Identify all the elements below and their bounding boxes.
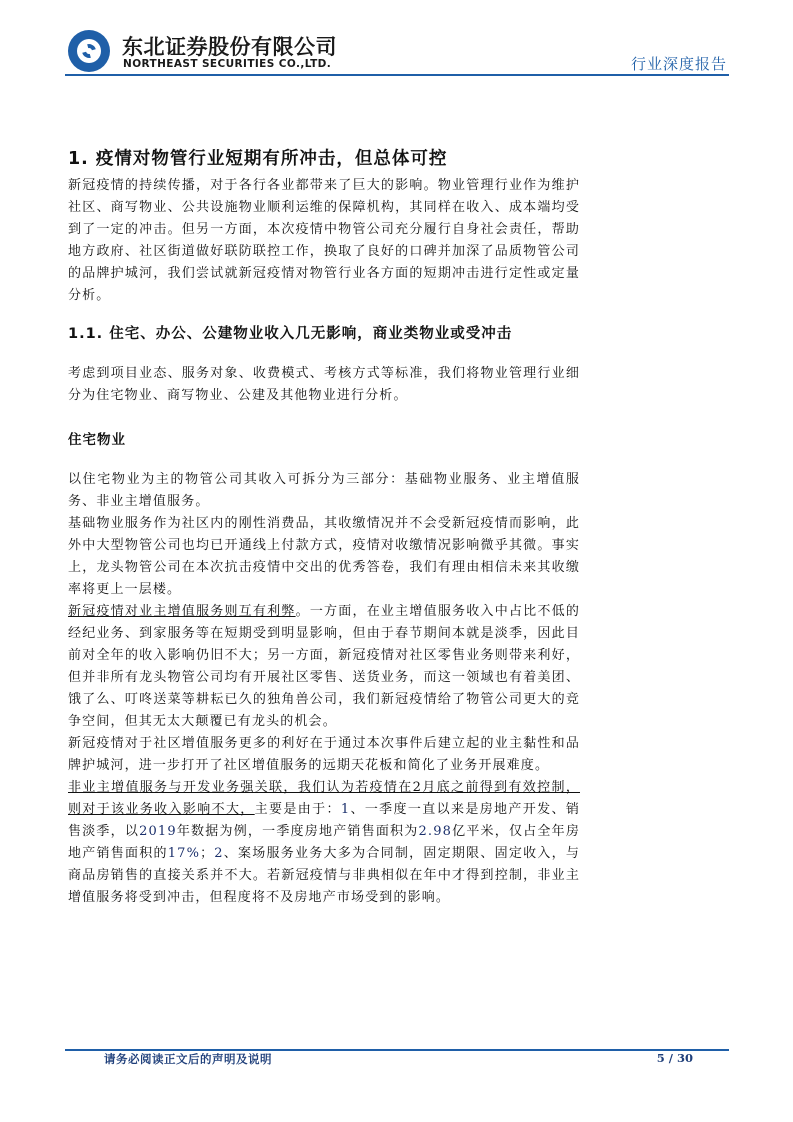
- underlined-text: 新冠疫情对业主增值服务则互有利弊: [68, 604, 296, 619]
- paragraph: 新冠疫情对于社区增值服务更多的利好在于通过本次事件后建立起的业主黏性和品牌护城河，进一步打开了社区增值服务的远期天花板和简化了业务开展难度。: [68, 736, 580, 773]
- residential-body: [68, 469, 580, 909]
- text: ；: [200, 846, 215, 861]
- text: 、案场服务业务大多为合同制，固定期限、固定收入，与商品房销售的直接关系并不大。若新冠疫情与非典相似在年中才得到控制，非业主增值服务将受到冲击，但程度将不及房地产市场受到的影响。: [68, 846, 580, 905]
- number: 1: [340, 802, 351, 817]
- paragraph: 新冠疫情的持续传播，对于各行各业都带来了巨大的影响。物业管理行业作为维护社区、商写物业、公共设施物业顺利运维的保障机构，其同样在收入、成本端均受到了一定的冲击。但另一方面，本次疫情中物管公司充分履行自身社会责任，帮助地方政府、社区街道做好联防联控工作，换取了良好的口碑并加深了品质物管公司的品牌护城河，我们尝试就新冠疫情对物管行业各方面的短期冲击进行定性或定量分析。: [68, 178, 580, 303]
- section-intro: [68, 175, 580, 307]
- number: 2019: [139, 824, 177, 839]
- text: 主要是由于：: [254, 802, 341, 817]
- text: 年数据为例，一季度房地产销售面积为: [176, 824, 419, 839]
- section-heading: 1. 疫情对物管行业短期有所冲击，但总体可控: [68, 149, 448, 169]
- number: 2.98: [418, 824, 453, 839]
- paragraph: 以住宅物业为主的物管公司其收入可拆分为三部分：基础物业服务、业主增值服务、非业主增值服务。: [68, 472, 580, 509]
- topic-heading: 住宅物业: [68, 432, 126, 448]
- company-logo-icon: [68, 30, 110, 72]
- paragraph: 基础物业服务作为社区内的刚性消费品，其收缴情况并不会受新冠疫情而影响，此外中大型物管公司也均已开通线上付款方式，疫情对收缴情况影响微乎其微。事实上，龙头物管公司在本次抗击疫情中交出的优秀答卷，我们有理由相信未来其收缴率将更上一层楼。: [68, 516, 580, 597]
- disclaimer-note: 请务必阅读正文后的声明及说明: [104, 1052, 272, 1066]
- number: 2: [214, 846, 224, 861]
- subsection-intro: [68, 363, 580, 407]
- report-type: 行业深度报告: [630, 55, 727, 73]
- underlined-text: 非业主增值服务与开发业务强关联，我们认为若疫情在2月底之前得到有效控制，则对于该业务收入影响不大，: [68, 780, 580, 817]
- subsection-heading: 1.1. 住宅、办公、公建物业收入几无影响，商业类物业或受冲击: [68, 326, 513, 342]
- number: 17%: [167, 846, 201, 861]
- text: 亿平米，仅占全年房地产销售面积的: [68, 824, 580, 861]
- text: 、一季度一直以来是房地产开发、销售淡季，以: [68, 802, 580, 839]
- header-divider: [65, 74, 729, 76]
- company-name-cn: 东北证券股份有限公司: [122, 35, 337, 59]
- paragraph: [68, 777, 580, 909]
- page-number: 5 / 30: [656, 1051, 693, 1065]
- paragraph: 考虑到项目业态、服务对象、收费模式、考核方式等标准，我们将物业管理行业细分为住宅物业、商写物业、公建及其他物业进行分析。: [68, 366, 580, 403]
- company-name-en: NORTHEAST SECURITIES CO.,LTD.: [123, 58, 332, 70]
- text: 。一方面，在业主增值服务收入中占比不低的经纪业务、到家服务等在短期受到明显影响，但由于春节期间本就是淡季，因此目前对全年的收入影响仍旧不大；另一方面，新冠疫情对社区零售业务则带来利好，但并非所有龙头物管公司均有开展社区零售、送货业务，而这一领域也有着美团、饿了么、叮咚送菜等耕耘已久的独角兽公司，我们新冠疫情给了物管公司更大的竞争空间，但其无太大颠覆已有龙头的机会。: [68, 604, 580, 729]
- paragraph: [68, 601, 580, 733]
